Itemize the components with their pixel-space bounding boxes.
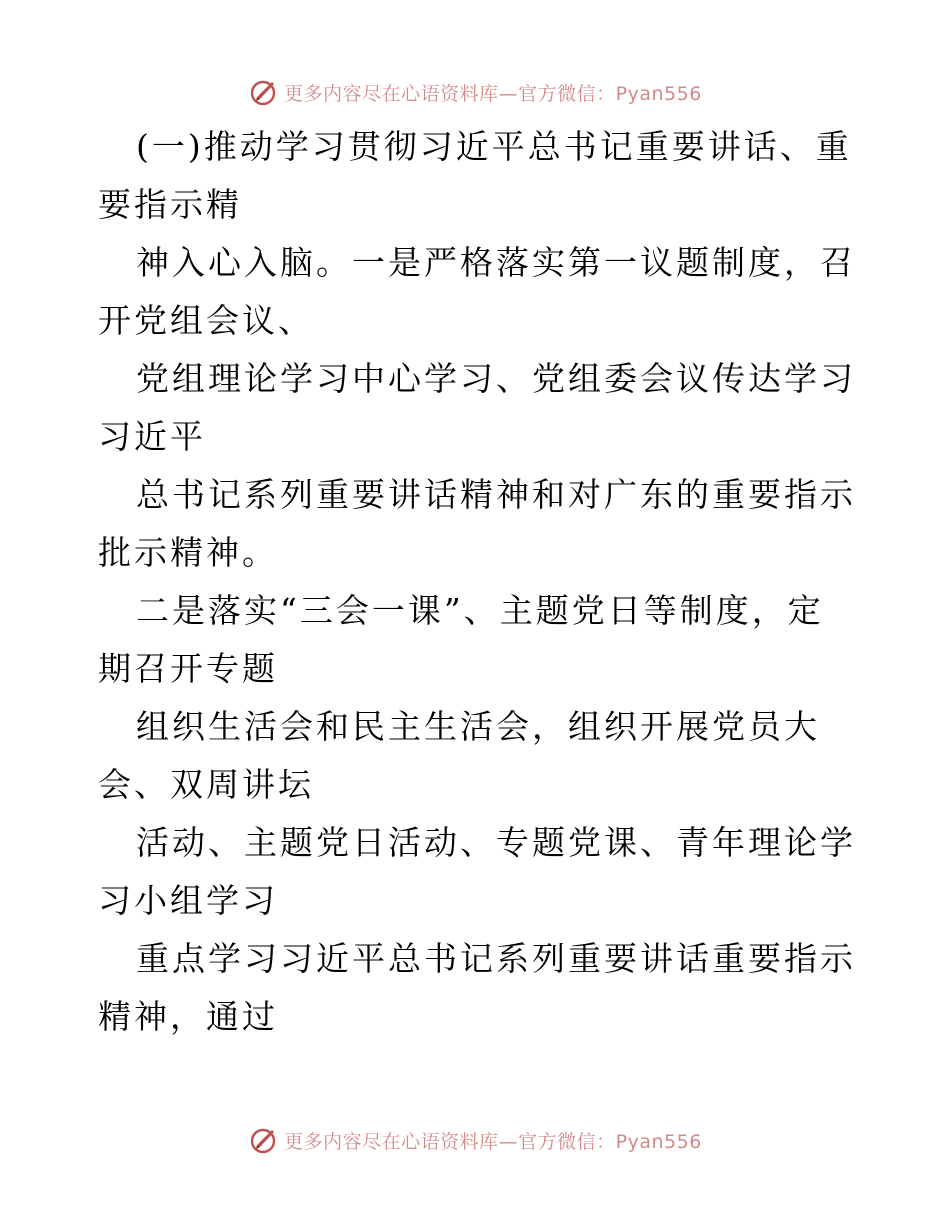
quill-logo-icon — [248, 77, 278, 107]
paragraph-line: 总书记系列重要讲话精神和对广东的重要指示批示精神。 — [98, 475, 856, 572]
paragraph-line: 组织生活会和民主生活会，组织开展党员大会、双周讲坛 — [98, 707, 820, 804]
paragraph-line: 重点学习习近平总书记系列重要讲话重要指示精神，通过 — [98, 939, 856, 1036]
paragraph-line: (一)推动学习贯彻习近平总书记重要讲话、重要指示精 — [98, 127, 852, 224]
footer-watermark — [0, 1120, 950, 1160]
paragraph-line: 活动、主题党日活动、专题党课、青年理论学习小组学习 — [98, 823, 856, 920]
document-body — [98, 118, 858, 1046]
quill-logo-icon — [248, 1125, 278, 1155]
paragraph-line: 神入心入脑。一是严格落实第一议题制度，召开党组会议、 — [98, 243, 856, 340]
paragraph-line: 二是落实“三会一课”、主题党日等制度，定期召开专题 — [98, 591, 824, 688]
header-watermark — [0, 72, 950, 112]
paragraph-line: 党组理论学习中心学习、党组委会议传达学习习近平 — [98, 359, 856, 456]
watermark-text: 更多内容尽在心语资料库—官方微信：Pyan556 — [284, 82, 702, 105]
watermark-text: 更多内容尽在心语资料库—官方微信：Pyan556 — [284, 1130, 702, 1153]
